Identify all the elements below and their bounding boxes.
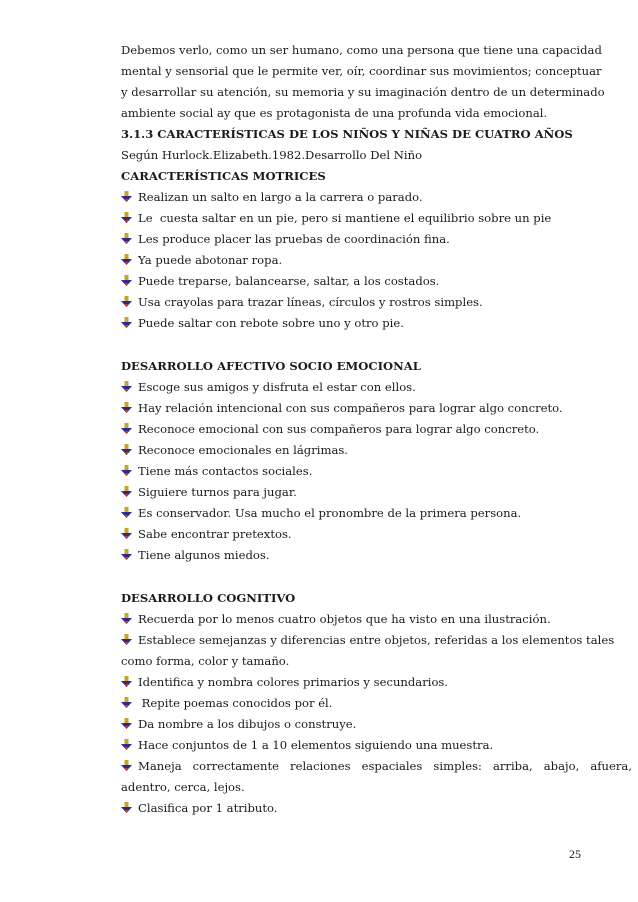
list-item-continuation: adentro, cerca, lejos. bbox=[121, 780, 245, 794]
list-item: Hay relación intencional con sus compañeros para lograr algo concreto. bbox=[121, 398, 541, 419]
list-item: Siguiere turnos para jugar. bbox=[121, 482, 541, 503]
down-arrow-bullet-icon bbox=[121, 255, 132, 266]
down-arrow-bullet-icon bbox=[121, 213, 132, 224]
down-arrow-bullet-icon bbox=[121, 276, 132, 287]
cognitivo-list bbox=[121, 609, 632, 819]
list-item: Da nombre a los dibujos o construye. bbox=[121, 714, 541, 735]
down-arrow-bullet-icon bbox=[121, 635, 132, 646]
list-item-continuation: como forma, color y tamaño. bbox=[121, 654, 290, 668]
down-arrow-bullet-icon bbox=[121, 466, 132, 477]
down-arrow-bullet-icon bbox=[121, 487, 132, 498]
document-page bbox=[121, 40, 632, 819]
list-item: Identifica y nombra colores primarios y secundarios. bbox=[121, 672, 541, 693]
section-title: 3.1.3 CARACTERÍSTICAS DE LOS NIÑOS Y NIÑAS DE CUATRO AÑOS bbox=[121, 127, 573, 141]
list-item: Reconoce emocional con sus compañeros para lograr algo concreto. bbox=[121, 419, 541, 440]
down-arrow-bullet-icon bbox=[121, 677, 132, 688]
motrices-heading: CARACTERÍSTICAS MOTRICES bbox=[121, 169, 326, 183]
down-arrow-bullet-icon bbox=[121, 508, 132, 519]
list-item: Repite poemas conocidos por él. bbox=[121, 693, 541, 714]
motrices-list bbox=[121, 187, 552, 334]
list-item: Puede saltar con rebote sobre uno y otro pie. bbox=[121, 313, 541, 334]
down-arrow-bullet-icon bbox=[121, 614, 132, 625]
intro-line: y desarrollar su atención, su memoria y su imaginación dentro de un determinado bbox=[121, 85, 605, 99]
list-item: Tiene más contactos sociales. bbox=[121, 461, 541, 482]
list-item: Le cuesta saltar en un pie, pero si mantiene el equilibrio sobre un pie bbox=[121, 208, 541, 229]
down-arrow-bullet-icon bbox=[121, 318, 132, 329]
down-arrow-bullet-icon bbox=[121, 192, 132, 203]
list-item: Hace conjuntos de 1 a 10 elementos siguiendo una muestra. bbox=[121, 735, 541, 756]
list-item: Realizan un salto en largo a la carrera o parado. bbox=[121, 187, 541, 208]
down-arrow-bullet-icon bbox=[121, 698, 132, 709]
afectivo-heading: DESARROLLO AFECTIVO SOCIO EMOCIONAL bbox=[121, 359, 421, 373]
page-number: 25 bbox=[569, 847, 581, 861]
list-item: Reconoce emocionales en lágrimas. bbox=[121, 440, 541, 461]
list-item: Les produce placer las pruebas de coordinación fina. bbox=[121, 229, 541, 250]
down-arrow-bullet-icon bbox=[121, 403, 132, 414]
down-arrow-bullet-icon bbox=[121, 550, 132, 561]
source-citation: Según Hurlock.Elizabeth.1982.Desarrollo Del Niño bbox=[121, 148, 423, 162]
down-arrow-bullet-icon bbox=[121, 424, 132, 435]
down-arrow-bullet-icon bbox=[121, 803, 132, 814]
list-item: Establece semejanzas y diferencias entre objetos, referidas a los elementos tales bbox=[121, 630, 541, 651]
down-arrow-bullet-icon bbox=[121, 529, 132, 540]
down-arrow-bullet-icon bbox=[121, 740, 132, 751]
intro-line: ambiente social ay que es protagonista de una profunda vida emocional. bbox=[121, 106, 548, 120]
list-item: Clasifica por 1 atributo. bbox=[121, 798, 541, 819]
list-item: Recuerda por lo menos cuatro objetos que ha visto en una ilustración. bbox=[121, 609, 541, 630]
intro-line: mental y sensorial que le permite ver, oír, coordinar sus movimientos; conceptuar bbox=[121, 64, 602, 78]
list-item: Tiene algunos miedos. bbox=[121, 545, 541, 566]
down-arrow-bullet-icon bbox=[121, 719, 132, 730]
list-item: Maneja correctamente relaciones espaciales simples: arriba, abajo, afuera, bbox=[121, 756, 541, 777]
cognitivo-heading: DESARROLLO COGNITIVO bbox=[121, 591, 296, 605]
list-item: Puede treparse, balancearse, saltar, a los costados. bbox=[121, 271, 541, 292]
intro-line: Debemos verlo, como un ser humano, como una persona que tiene una capacidad bbox=[121, 43, 602, 57]
down-arrow-bullet-icon bbox=[121, 761, 132, 772]
down-arrow-bullet-icon bbox=[121, 234, 132, 245]
list-item: Escoge sus amigos y disfruta el estar con ellos. bbox=[121, 377, 541, 398]
list-item: Usa crayolas para trazar líneas, círculos y rostros simples. bbox=[121, 292, 541, 313]
list-item: Es conservador. Usa mucho el pronombre de la primera persona. bbox=[121, 503, 541, 524]
list-item: Sabe encontrar pretextos. bbox=[121, 524, 541, 545]
down-arrow-bullet-icon bbox=[121, 297, 132, 308]
down-arrow-bullet-icon bbox=[121, 382, 132, 393]
list-item: Ya puede abotonar ropa. bbox=[121, 250, 541, 271]
afectivo-list bbox=[121, 377, 563, 566]
down-arrow-bullet-icon bbox=[121, 445, 132, 456]
intro-paragraph bbox=[121, 40, 605, 124]
